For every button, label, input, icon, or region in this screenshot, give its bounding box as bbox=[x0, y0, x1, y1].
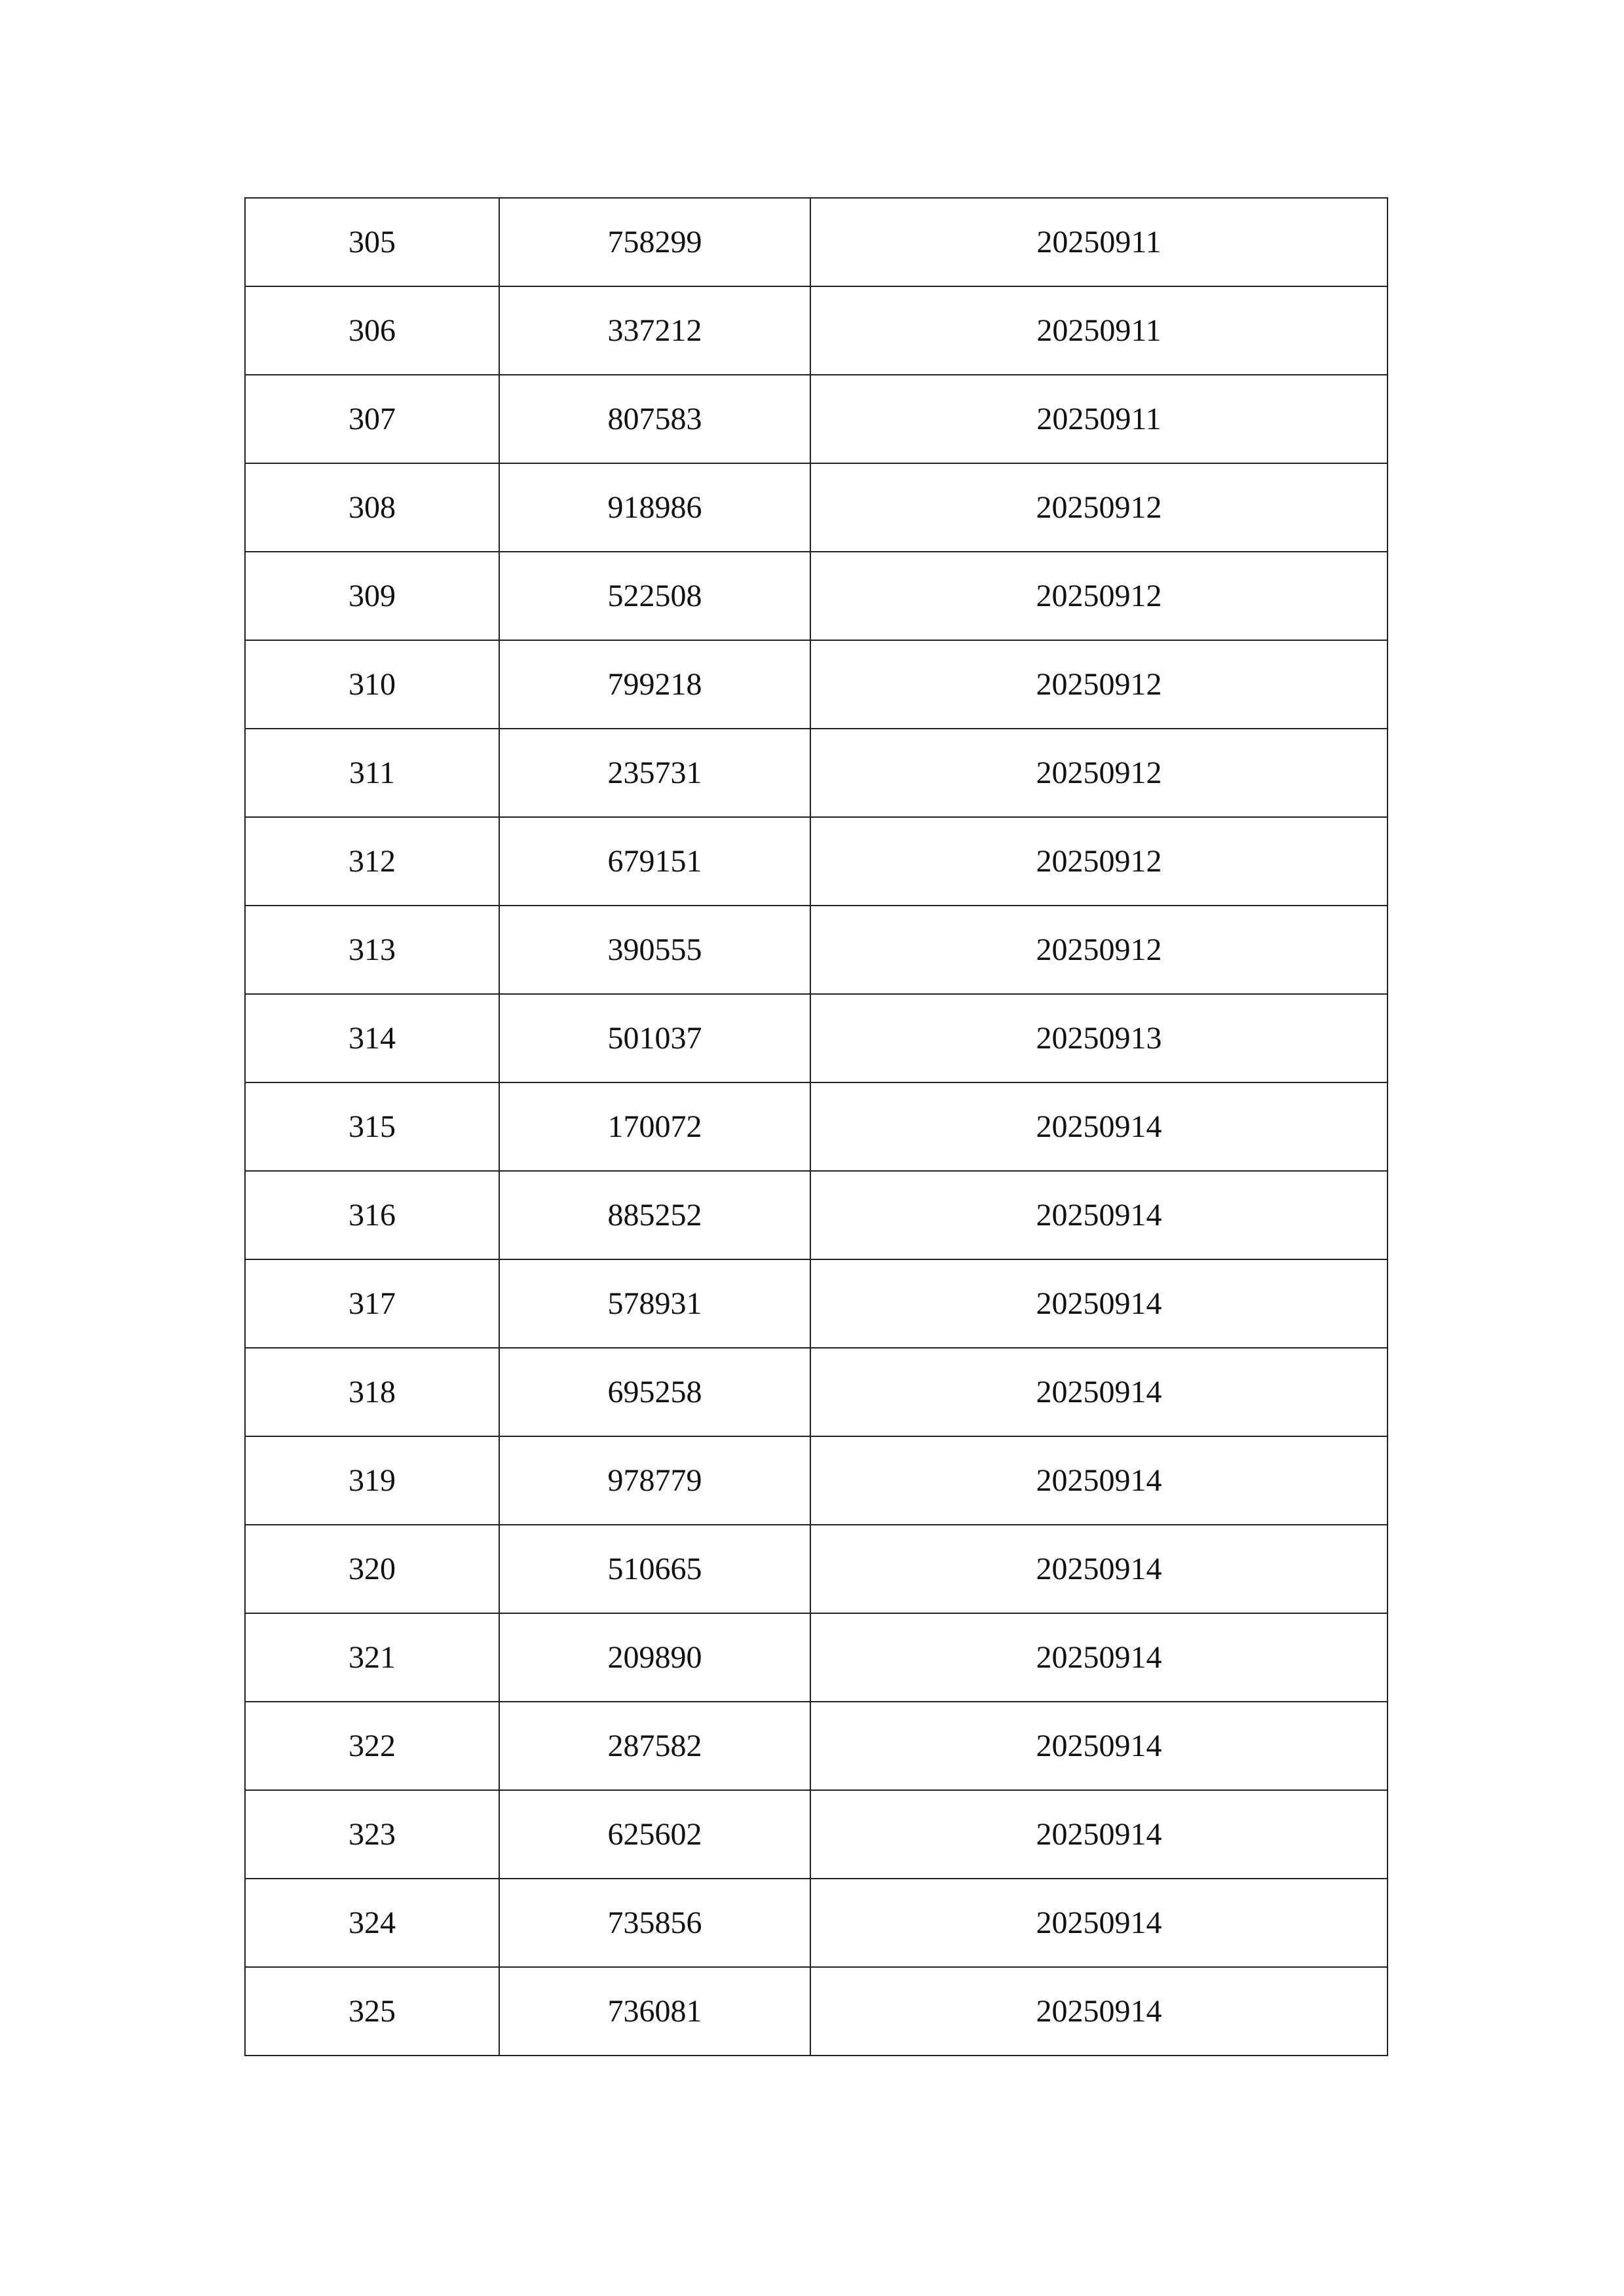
table-row bbox=[245, 1702, 1388, 1790]
table-row bbox=[245, 906, 1388, 994]
row-number-cell: 305 bbox=[245, 198, 499, 286]
date-cell: 20250914 bbox=[810, 1613, 1388, 1702]
row-number-cell: 321 bbox=[245, 1613, 499, 1702]
date-cell: 20250912 bbox=[810, 463, 1388, 552]
date-cell: 20250912 bbox=[810, 729, 1388, 817]
row-number-cell: 309 bbox=[245, 552, 499, 640]
row-number-cell: 310 bbox=[245, 640, 499, 729]
row-number-cell: 312 bbox=[245, 817, 499, 906]
code-cell: 735856 bbox=[499, 1879, 810, 1967]
row-number-cell: 325 bbox=[245, 1967, 499, 2056]
code-cell: 170072 bbox=[499, 1082, 810, 1171]
table-row bbox=[245, 729, 1388, 817]
date-cell: 20250914 bbox=[810, 1790, 1388, 1879]
table-row bbox=[245, 1082, 1388, 1171]
code-cell: 209890 bbox=[499, 1613, 810, 1702]
records-table-body bbox=[245, 198, 1388, 2056]
code-cell: 679151 bbox=[499, 817, 810, 906]
code-cell: 758299 bbox=[499, 198, 810, 286]
code-cell: 510665 bbox=[499, 1525, 810, 1613]
date-cell: 20250914 bbox=[810, 1967, 1388, 2056]
code-cell: 337212 bbox=[499, 286, 810, 375]
date-cell: 20250911 bbox=[810, 375, 1388, 463]
records-table bbox=[244, 197, 1388, 2056]
code-cell: 885252 bbox=[499, 1171, 810, 1259]
table-row bbox=[245, 463, 1388, 552]
code-cell: 578931 bbox=[499, 1259, 810, 1348]
code-cell: 918986 bbox=[499, 463, 810, 552]
table-row bbox=[245, 1613, 1388, 1702]
date-cell: 20250914 bbox=[810, 1525, 1388, 1613]
date-cell: 20250914 bbox=[810, 1082, 1388, 1171]
date-cell: 20250914 bbox=[810, 1171, 1388, 1259]
table-row bbox=[245, 640, 1388, 729]
code-cell: 736081 bbox=[499, 1967, 810, 2056]
date-cell: 20250913 bbox=[810, 994, 1388, 1082]
date-cell: 20250911 bbox=[810, 198, 1388, 286]
row-number-cell: 307 bbox=[245, 375, 499, 463]
date-cell: 20250914 bbox=[810, 1879, 1388, 1967]
row-number-cell: 322 bbox=[245, 1702, 499, 1790]
row-number-cell: 317 bbox=[245, 1259, 499, 1348]
code-cell: 235731 bbox=[499, 729, 810, 817]
table-row bbox=[245, 1525, 1388, 1613]
row-number-cell: 314 bbox=[245, 994, 499, 1082]
row-number-cell: 315 bbox=[245, 1082, 499, 1171]
date-cell: 20250912 bbox=[810, 817, 1388, 906]
table-row bbox=[245, 1790, 1388, 1879]
date-cell: 20250912 bbox=[810, 906, 1388, 994]
table-row bbox=[245, 817, 1388, 906]
table-row bbox=[245, 198, 1388, 286]
date-cell: 20250911 bbox=[810, 286, 1388, 375]
row-number-cell: 313 bbox=[245, 906, 499, 994]
code-cell: 522508 bbox=[499, 552, 810, 640]
table-row bbox=[245, 1436, 1388, 1525]
date-cell: 20250914 bbox=[810, 1702, 1388, 1790]
date-cell: 20250914 bbox=[810, 1259, 1388, 1348]
table-row bbox=[245, 552, 1388, 640]
table-row bbox=[245, 1259, 1388, 1348]
code-cell: 625602 bbox=[499, 1790, 810, 1879]
code-cell: 695258 bbox=[499, 1348, 810, 1436]
code-cell: 807583 bbox=[499, 375, 810, 463]
row-number-cell: 319 bbox=[245, 1436, 499, 1525]
table-row bbox=[245, 286, 1388, 375]
table-row bbox=[245, 1879, 1388, 1967]
row-number-cell: 318 bbox=[245, 1348, 499, 1436]
row-number-cell: 324 bbox=[245, 1879, 499, 1967]
code-cell: 799218 bbox=[499, 640, 810, 729]
row-number-cell: 308 bbox=[245, 463, 499, 552]
row-number-cell: 316 bbox=[245, 1171, 499, 1259]
row-number-cell: 323 bbox=[245, 1790, 499, 1879]
date-cell: 20250914 bbox=[810, 1348, 1388, 1436]
code-cell: 501037 bbox=[499, 994, 810, 1082]
code-cell: 390555 bbox=[499, 906, 810, 994]
table-row bbox=[245, 994, 1388, 1082]
date-cell: 20250914 bbox=[810, 1436, 1388, 1525]
code-cell: 287582 bbox=[499, 1702, 810, 1790]
row-number-cell: 320 bbox=[245, 1525, 499, 1613]
table-row bbox=[245, 1348, 1388, 1436]
row-number-cell: 311 bbox=[245, 729, 499, 817]
date-cell: 20250912 bbox=[810, 552, 1388, 640]
table-row bbox=[245, 375, 1388, 463]
row-number-cell: 306 bbox=[245, 286, 499, 375]
table-row bbox=[245, 1967, 1388, 2056]
date-cell: 20250912 bbox=[810, 640, 1388, 729]
code-cell: 978779 bbox=[499, 1436, 810, 1525]
table-row bbox=[245, 1171, 1388, 1259]
